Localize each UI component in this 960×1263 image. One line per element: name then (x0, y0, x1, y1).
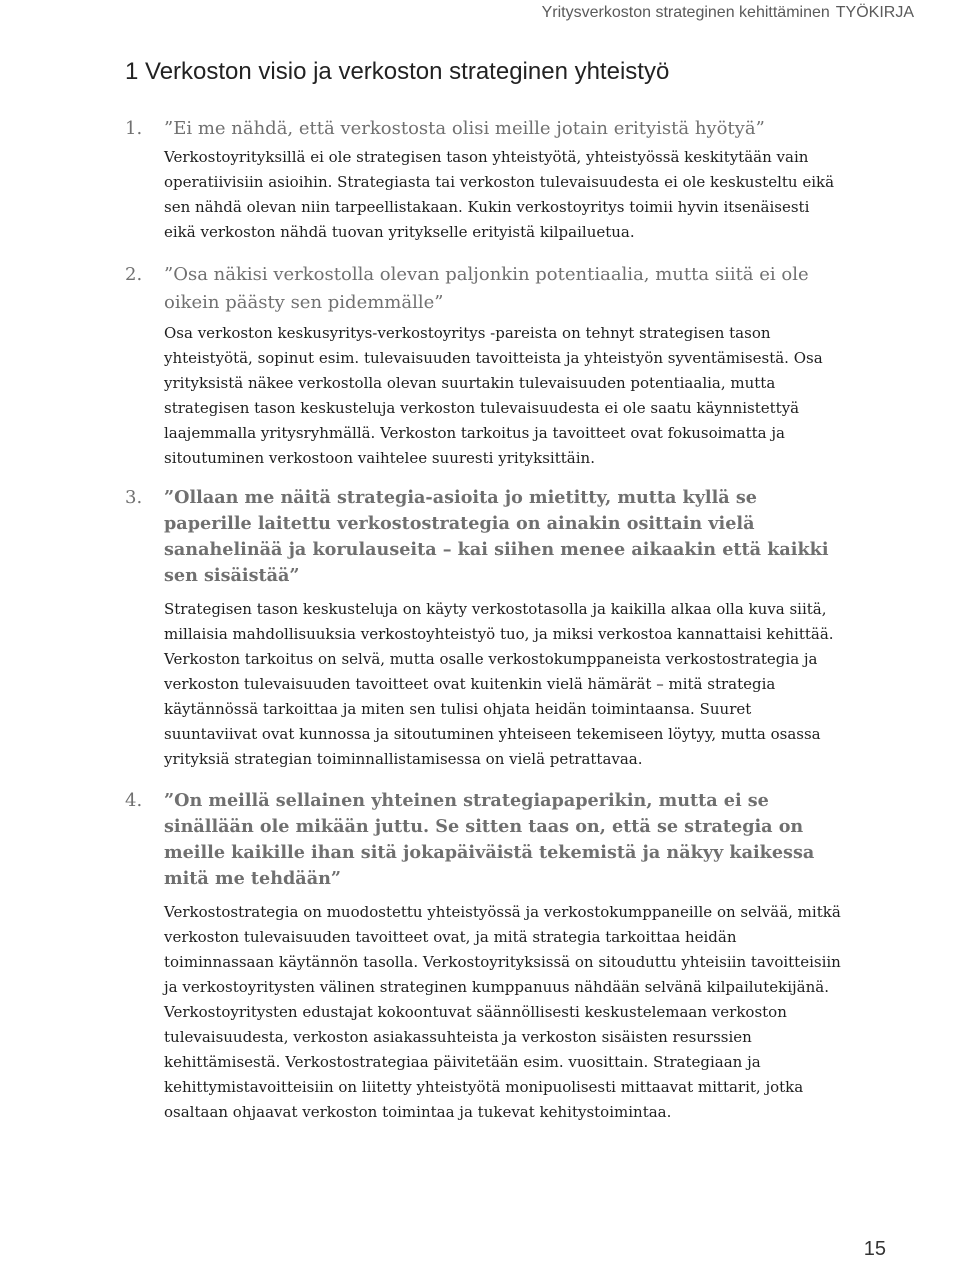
section-body: Verkostoyrityksillä ei ole strategisen tason yhteistyötä, yhteistyössä keskitytään vain operatiivisiin asioihin. Strategiasta tai verkoston tulevaisuudesta ei ole keskusteltu eikä sen nähdä olevan niin tarpeellistakaan. Kukin verkostoyritys toimii hyvin itsenäisesti eikä verkoston nähdä tuovan yritykselle erityistä kilpailuetua. (164, 148, 835, 241)
running-header (542, 4, 914, 22)
page-number: 15 (863, 1238, 886, 1260)
section-4 (125, 788, 845, 1125)
section-3 (125, 485, 845, 772)
section-quote: ”Osa näkisi verkostolla olevan paljonkin potentiaalia, mutta siitä ei ole oikein päästy sen pidemmälle” (164, 264, 809, 313)
running-header-title: Yritysverkoston strateginen kehittäminen (541, 4, 830, 21)
section-number: 3. (125, 487, 143, 508)
section-quote: ”On meillä sellainen yhteinen strategiapaperikin, mutta ei se sinällään ole mikään juttu. Se sitten taas on, että se strategia on meille kaikille ihan sitä jokapäiväistä tekemistä ja näkyy kaikessa mitä me tehdään” (164, 790, 815, 889)
section-quote: ”Ei me nähdä, että verkostosta olisi meille jotain erityistä hyötyä” (164, 118, 765, 139)
section-number: 1. (125, 118, 143, 139)
section-body: Osa verkoston keskusyritys-verkostoyritys -pareista on tehnyt strategisen tason yhteistyötä, sopinut esim. tulevaisuuden tavoitteista ja yhteistyön syventämisestä. Osa yrityksistä näkee verkostolla olevan suurtakin tulevaisuuden potentiaalia, mutta strategisen tason keskusteluja verkoston tulevaisuudesta ei ole saatu käynnistettyä laajemmalla yritysryhmällä. Verkoston tarkoitus ja tavoitteet ovat fokusoimatta ja sitoutuminen verkostoon vaihtelee suuresti yrityksittäin. (164, 324, 823, 467)
page-title: 1 Verkoston visio ja verkoston strateginen yhteistyö (125, 58, 670, 85)
section-body: Verkostostrategia on muodostettu yhteistyössä ja verkostokumppaneille on selvää, mitkä verkoston tulevaisuuden tavoitteet ovat, ja mitä strategia tarkoittaa heidän toiminnassaan käytännön tasolla. Verkostoyrityksissä on sitouduttu yhteisiin tavoitteisiin ja verkostoyritysten välinen strateginen kumppanuus nähdään selvänä kilpailutekijänä. Verkostoyritysten edustajat kokoontuvat säännöllisesti keskustelemaan verkoston tulevaisuudesta, verkoston asiakassuhteista ja verkoston sisäisten resurssien kehittämisestä. Verkostostrategiaa päivitetään esim. vuosittain. Strategiaan ja kehittymistavoitteisiin on liitetty yhteistyötä monipuolisesti mittaavat mittarit, jotka osaltaan ohjaavat verkoston toimintaa ja tukevat kehitystoimintaa. (164, 903, 841, 1121)
sections-list (125, 115, 845, 1125)
section-quote: ”Ollaan me näitä strategia-asioita jo mietitty, mutta kyllä se paperille laitettu verkostostrategia on ainakin osittain vielä sanahelinää ja korulauseita – kai siihen menee aikaakin että kaikki sen sisäistää” (164, 487, 829, 586)
section-1 (125, 115, 845, 245)
section-body: Strategisen tason keskusteluja on käyty verkostotasolla ja kaikilla alkaa olla kuva siitä, millaisia mahdollisuuksia verkostoyhteistyö tuo, ja miksi verkostoa kannattaisi kehittää. Verkoston tarkoitus on selvä, mutta osalle verkostokumppaneista verkostostrategia ja verkoston tulevaisuuden tavoitteet ovat kuitenkin vielä hämärät – mitä strategia käytännössä tarkoittaa ja miten sen tulisi ohjata heidän toimintaansa. Suuret suuntaviivat ovat kunnossa ja sitoutuminen yhteiseen tekemiseen löytyy, mutta osassa yrityksiä strategian toiminnallistamisessa on vielä petrattavaa. (164, 600, 834, 768)
running-header-workbook-label: TYÖKIRJA (835, 4, 914, 21)
section-2 (125, 261, 845, 471)
section-number: 2. (125, 264, 143, 285)
section-number: 4. (125, 790, 143, 811)
